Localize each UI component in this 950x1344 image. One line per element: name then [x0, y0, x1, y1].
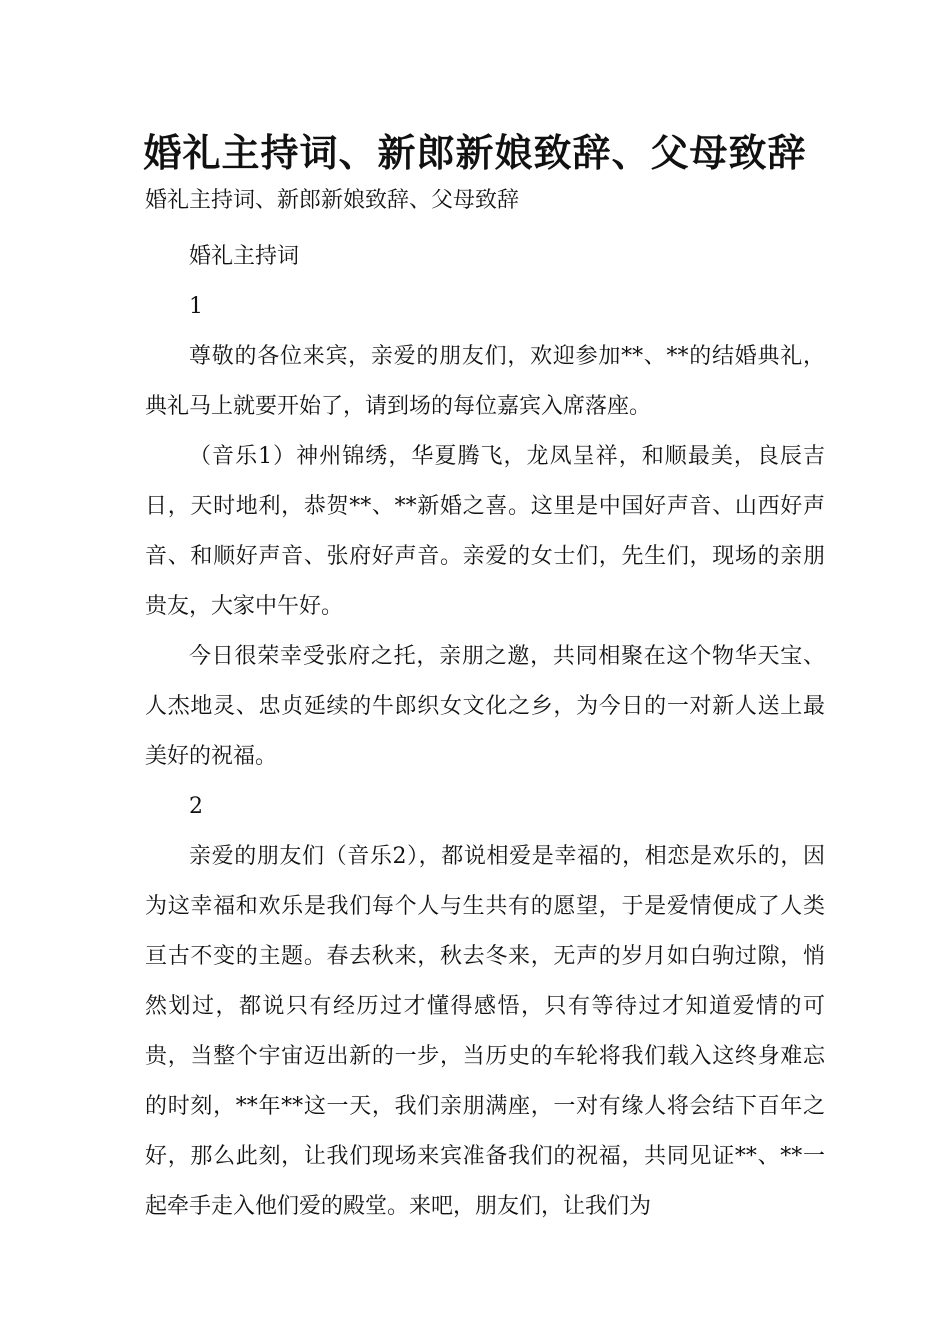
- section-heading: 婚礼主持词: [189, 244, 300, 269]
- document-title: 婚礼主持词、新郎新娘致辞、父母致辞: [143, 130, 807, 175]
- paragraph: 亲爱的朋友们（音乐2），都说相爱是幸福的，相恋是欢乐的，因为这幸福和欢乐是我们每个人与生共有的愿望，于是爱情便成了人类亘古不变的主题。春去秋来，秋去冬来，无声的岁月如白驹过隙，悄然划过，都说只有经历过才懂得感悟，只有等待过才知道爱情的可贵，当整个宇宙迈出新的一步，当历史的车轮将我们载入这终身难忘的时刻，**年**这一天，我们亲朋满座，一对有缘人将会结下百年之好，那么此刻，让我们现场来宾准备我们的祝福，共同见证**、**一起牵手走入他们爱的殿堂。来吧，朋友们，让我们为: [145, 844, 825, 1219]
- paragraph: （音乐1）神州锦绣，华夏腾飞，龙凤呈祥，和顺最美，良辰吉日，天时地利，恭贺**、**新婚之喜。这里是中国好声音、山西好声音、和顺好声音、张府好声音。亲爱的女士们，先生们，现场的亲朋贵友，大家中午好。: [145, 444, 825, 619]
- paragraph: 尊敬的各位来宾，亲爱的朋友们，欢迎参加**、**的结婚典礼，典礼马上就要开始了，请到场的每位嘉宾入席落座。: [145, 344, 825, 419]
- document-subtitle: 婚礼主持词、新郎新娘致辞、父母致辞: [145, 188, 520, 213]
- document-body: [145, 232, 825, 1232]
- section-number: 2: [189, 794, 203, 819]
- section-number: 1: [189, 294, 203, 319]
- paragraph: 今日很荣幸受张府之托，亲朋之邀，共同相聚在这个物华天宝、人杰地灵、忠贞延续的牛郎织女文化之乡，为今日的一对新人送上最美好的祝福。: [145, 644, 825, 769]
